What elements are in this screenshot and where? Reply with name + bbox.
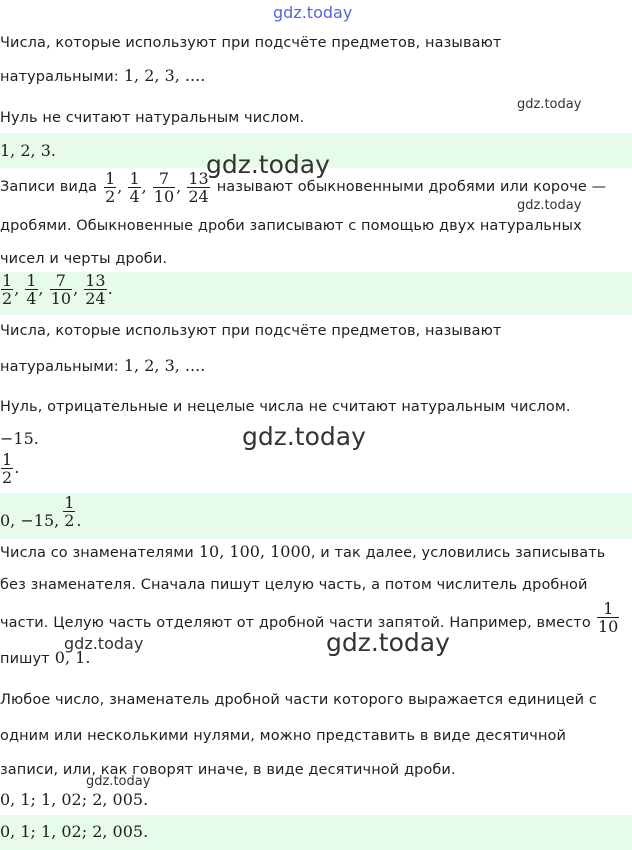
p5-text: Нуль, отрицательные и нецелые числа не считают натуральным числом.: [0, 399, 571, 415]
fraction: $\frac{1}{2}$: [105, 168, 116, 206]
p2-text: Нуль не считают натуральным числом.: [0, 110, 305, 126]
fraction: $\frac{1}{2}$: [64, 493, 75, 530]
fraction: $\frac{7}{10}$: [50, 272, 72, 308]
p6-line1: [0, 542, 605, 561]
fraction: $\frac{13}{24}$: [85, 272, 106, 308]
watermark-small-1: gdz.today: [517, 97, 582, 112]
watermark-large-3: gdz.today: [326, 628, 450, 657]
watermark-small-2: gdz.today: [517, 198, 582, 213]
hl4-math: 0, 1; 1, 02; 2, 005.: [0, 822, 149, 841]
p3-line2: дробями. Обыкновенные дроби записывают с помощью двух натуральных: [0, 218, 582, 234]
fraction: $\frac{1}{2}$: [2, 451, 13, 487]
p3-lead: Записи вида: [0, 179, 98, 195]
p6-line4-math: 0, 1.: [54, 648, 91, 667]
p6-line1-math: 10, 100, 1000: [198, 542, 311, 561]
p3-line3: чисел и черты дроби.: [0, 251, 168, 267]
hl2-fractions: $\frac{1}{2}$ , $\frac{1}{4}$ , $\frac{7}{10}$ , $\frac{13}{24}$ .: [2, 272, 113, 308]
fraction: $\frac{1}{2}$: [2, 272, 13, 308]
p6-line1-lead: Числа со знаменателями: [0, 545, 194, 561]
watermark-top: gdz.today: [273, 3, 353, 22]
fraction: $\frac{7}{10}$: [153, 168, 175, 206]
p4-line1: Числа, которые используют при подсчёте предметов, называют: [0, 323, 502, 339]
p1-line1: Числа, которые используют при подсчёте предметов, называют: [0, 35, 502, 51]
hl3-math: 0, −15,: [0, 511, 60, 530]
p1-line2-math: 1, 2, 3, ....: [123, 66, 206, 85]
p6-line2: без знаменателя. Сначала пишут целую часть, а потом числитель дробной: [0, 577, 588, 593]
fraction: $\frac{1}{10}$: [598, 599, 619, 636]
watermark-small-4: gdz.today: [86, 774, 151, 789]
hl3-clip: 0, −15, $\frac{1}{2}$ .: [0, 493, 82, 530]
ex1-math: −15.: [0, 429, 39, 448]
p4-line2: [0, 356, 205, 375]
fraction: $\frac{13}{24}$: [188, 168, 209, 206]
p7-line1: Любое число, знаменатель дробной части которого выражается единицей с: [0, 692, 597, 708]
p4-line2-math: 1, 2, 3, ....: [123, 356, 206, 375]
watermark-large-2: gdz.today: [242, 422, 366, 451]
p4-line2-text: натуральными:: [0, 359, 119, 375]
ex3-math: 0, 1; 1, 02; 2, 005.: [0, 790, 149, 809]
p1-line2: [0, 66, 205, 85]
p3-fractions: $\frac{1}{2}$ , $\frac{1}{4}$ , $\frac{7}{10}$ , $\frac{13}{24}$: [105, 168, 209, 206]
p6-line1-tail: , и так далее, условились записывать: [310, 545, 606, 561]
hl2-clip: [0, 272, 200, 315]
ex2-clip: $\frac{1}{2}$ .: [2, 451, 20, 487]
p1-line2-text: натуральными:: [0, 69, 119, 85]
watermark-large-1: gdz.today: [206, 150, 330, 179]
p6-fraction: [596, 600, 620, 635]
fraction: $\frac{1}{4}$: [26, 272, 37, 308]
fraction: $\frac{1}{4}$: [129, 168, 140, 206]
p6-line4-text: пишут: [0, 651, 50, 667]
p6-line3: части. Целую часть отделяют от дробной части запятой. Например, вместо: [0, 615, 591, 631]
watermark-small-3: gdz.today: [64, 634, 144, 653]
p7-line3: записи, или, как говорят иначе, в виде десятичной дроби.: [0, 762, 456, 778]
hl1-math: 1, 2, 3.: [0, 141, 56, 160]
p7-line2: одним или несколькими нулями, можно представить в виде десятичной: [0, 728, 567, 744]
p3-tail: называют обыкновенными дробями или короче —: [216, 179, 607, 195]
